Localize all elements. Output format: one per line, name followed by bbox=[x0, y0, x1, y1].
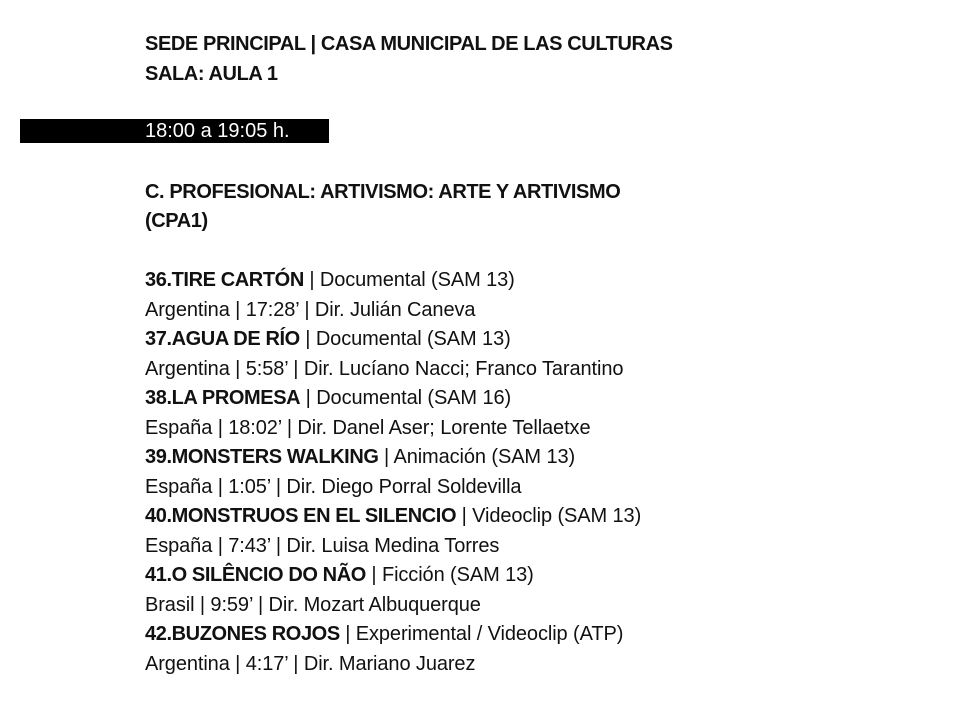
film-header bbox=[145, 561, 945, 591]
film-details: España | 7:43’ | Dir. Luisa Medina Torres bbox=[145, 534, 500, 557]
film-details: España | 18:02’ | Dir. Danel Aser; Lorente Tellaetxe bbox=[145, 416, 591, 439]
film-title: 36.TIRE CARTÓN bbox=[145, 269, 304, 291]
spacer bbox=[145, 89, 945, 119]
film-entry bbox=[145, 561, 945, 620]
film-details: Argentina | 17:28’ | Dir. Julián Caneva bbox=[145, 298, 476, 321]
film-title: 40.MONSTRUOS EN EL SILENCIO bbox=[145, 505, 457, 527]
film-title: 41.O SILÊNCIO DO NÃO bbox=[145, 564, 366, 586]
film-header bbox=[145, 443, 945, 473]
spacer bbox=[145, 237, 945, 267]
film-details: Argentina | 4:17’ | Dir. Mariano Juarez bbox=[145, 652, 476, 675]
film-info: | Documental (SAM 16) bbox=[300, 387, 512, 409]
film-title: 42.BUZONES ROJOS bbox=[145, 623, 340, 645]
film-info: | Animación (SAM 13) bbox=[378, 446, 576, 468]
film-info: | Documental (SAM 13) bbox=[303, 269, 515, 291]
film-details: España | 1:05’ | Dir. Diego Porral Soldevilla bbox=[145, 475, 522, 498]
film-details: Argentina | 5:58’ | Dir. Lucíano Nacci; Franco Tarantino bbox=[145, 357, 624, 380]
film-entry bbox=[145, 325, 945, 384]
film-title: 37.AGUA DE RÍO bbox=[145, 328, 300, 350]
film-entry bbox=[145, 266, 945, 325]
film-entry bbox=[145, 620, 945, 679]
film-list bbox=[145, 266, 945, 679]
film-header bbox=[145, 502, 945, 532]
film-title: 38.LA PROMESA bbox=[145, 387, 301, 409]
room-line: SALA: AULA 1 bbox=[145, 62, 278, 85]
film-title: 39.MONSTERS WALKING bbox=[145, 446, 379, 468]
section-code: (CPA1) bbox=[145, 210, 208, 232]
film-header bbox=[145, 384, 945, 414]
session-time: 18:00 a 19:05 h. bbox=[145, 120, 290, 142]
spacer bbox=[145, 148, 945, 178]
film-info: | Documental (SAM 13) bbox=[299, 328, 511, 350]
time-spacer bbox=[145, 119, 945, 149]
film-info: | Videoclip (SAM 13) bbox=[456, 505, 642, 527]
section-title: C. PROFESIONAL: ARTIVISMO: ARTE Y ARTIVISMO bbox=[145, 180, 621, 203]
film-header bbox=[145, 266, 945, 296]
film-info: | Ficción (SAM 13) bbox=[365, 564, 534, 586]
film-entry bbox=[145, 443, 945, 502]
film-info: | Experimental / Videoclip (ATP) bbox=[339, 623, 624, 645]
program-document bbox=[145, 30, 945, 679]
film-header bbox=[145, 620, 945, 650]
film-entry bbox=[145, 384, 945, 443]
film-header bbox=[145, 325, 945, 355]
film-entry bbox=[145, 502, 945, 561]
film-details: Brasil | 9:59’ | Dir. Mozart Albuquerque bbox=[145, 593, 481, 616]
venue-line: SEDE PRINCIPAL | CASA MUNICIPAL DE LAS CULTURAS bbox=[145, 33, 673, 55]
